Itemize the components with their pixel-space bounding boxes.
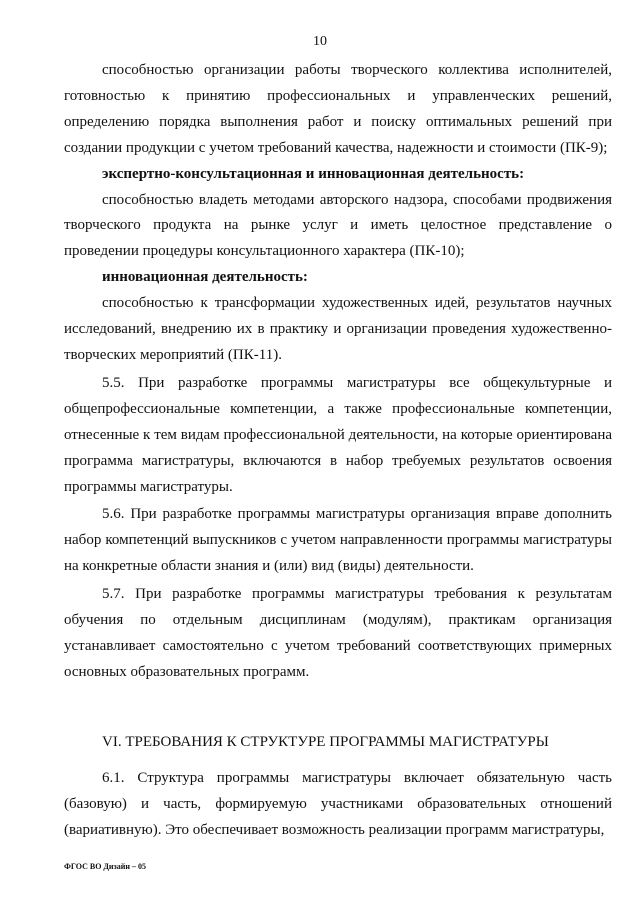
heading-expert-consulting: экспертно-консультационная и инновационная деятельность: (102, 165, 525, 182)
section-title: VI. ТРЕБОВАНИЯ К СТРУКТУРЕ ПРОГРАММЫ МАГИСТРАТУРЫ (102, 734, 549, 750)
paragraph-pk11: способностью к трансформации художественных идей, результатов научных исследований, внедрению их в практику и организации проведения художественно-творческих мероприятий (ПК-11). (64, 295, 612, 363)
paragraph-pk9: способностью организации работы творческого коллектива исполнителей, готовностью к принятию профессиональных и управленческих решений, определению порядка выполнения работ и поиску оптимальных решений при создании продукции с учетом требований качества, надежности и стоимости (ПК-9); (64, 62, 612, 156)
body-text (64, 58, 612, 686)
page-number: 10 (313, 34, 327, 49)
paragraph-5-7: 5.7. При разработке программы магистратуры требования к результатам обучения по отдельным дисциплинам (модулям), практикам организация устанавливает самостоятельно с учетом требований соответствующих примерных основных образовательных программ. (64, 586, 612, 680)
paragraph-pk10: способностью владеть методами авторского надзора, способами продвижения творческого продукта на рынке услуг и иметь целостное представление о проведении процедуры консультационного характера (ПК-10); (64, 191, 612, 260)
paragraph-5-6: 5.6. При разработке программы магистратуры организация вправе дополнить набор компетенций выпускников с учетом направленности программы магистратуры на конкретные области знания и (или) вид (виды) деятельности. (64, 506, 612, 575)
heading-innovation: инновационная деятельность: (102, 269, 308, 286)
paragraph-5-5: 5.5. При разработке программы магистратуры все общекультурные и общепрофессиональные компетенции, а также профессиональные компетенции, отнесенные к тем видам профессиональной деятельности, на которые ориентирована программа магистратуры, включаются в набор требуемых результатов освоения программы магистратуры. (64, 374, 612, 495)
section-body (64, 766, 612, 844)
paragraph-6-1: 6.1. Структура программы магистратуры включает обязательную часть (базовую) и часть, формируемую участниками образовательных отношений (вариативную). Это обеспечивает возможность реализации программ магистратуры, (64, 770, 612, 838)
footer-label: ФГОС ВО Дизайн – 05 (64, 862, 146, 871)
